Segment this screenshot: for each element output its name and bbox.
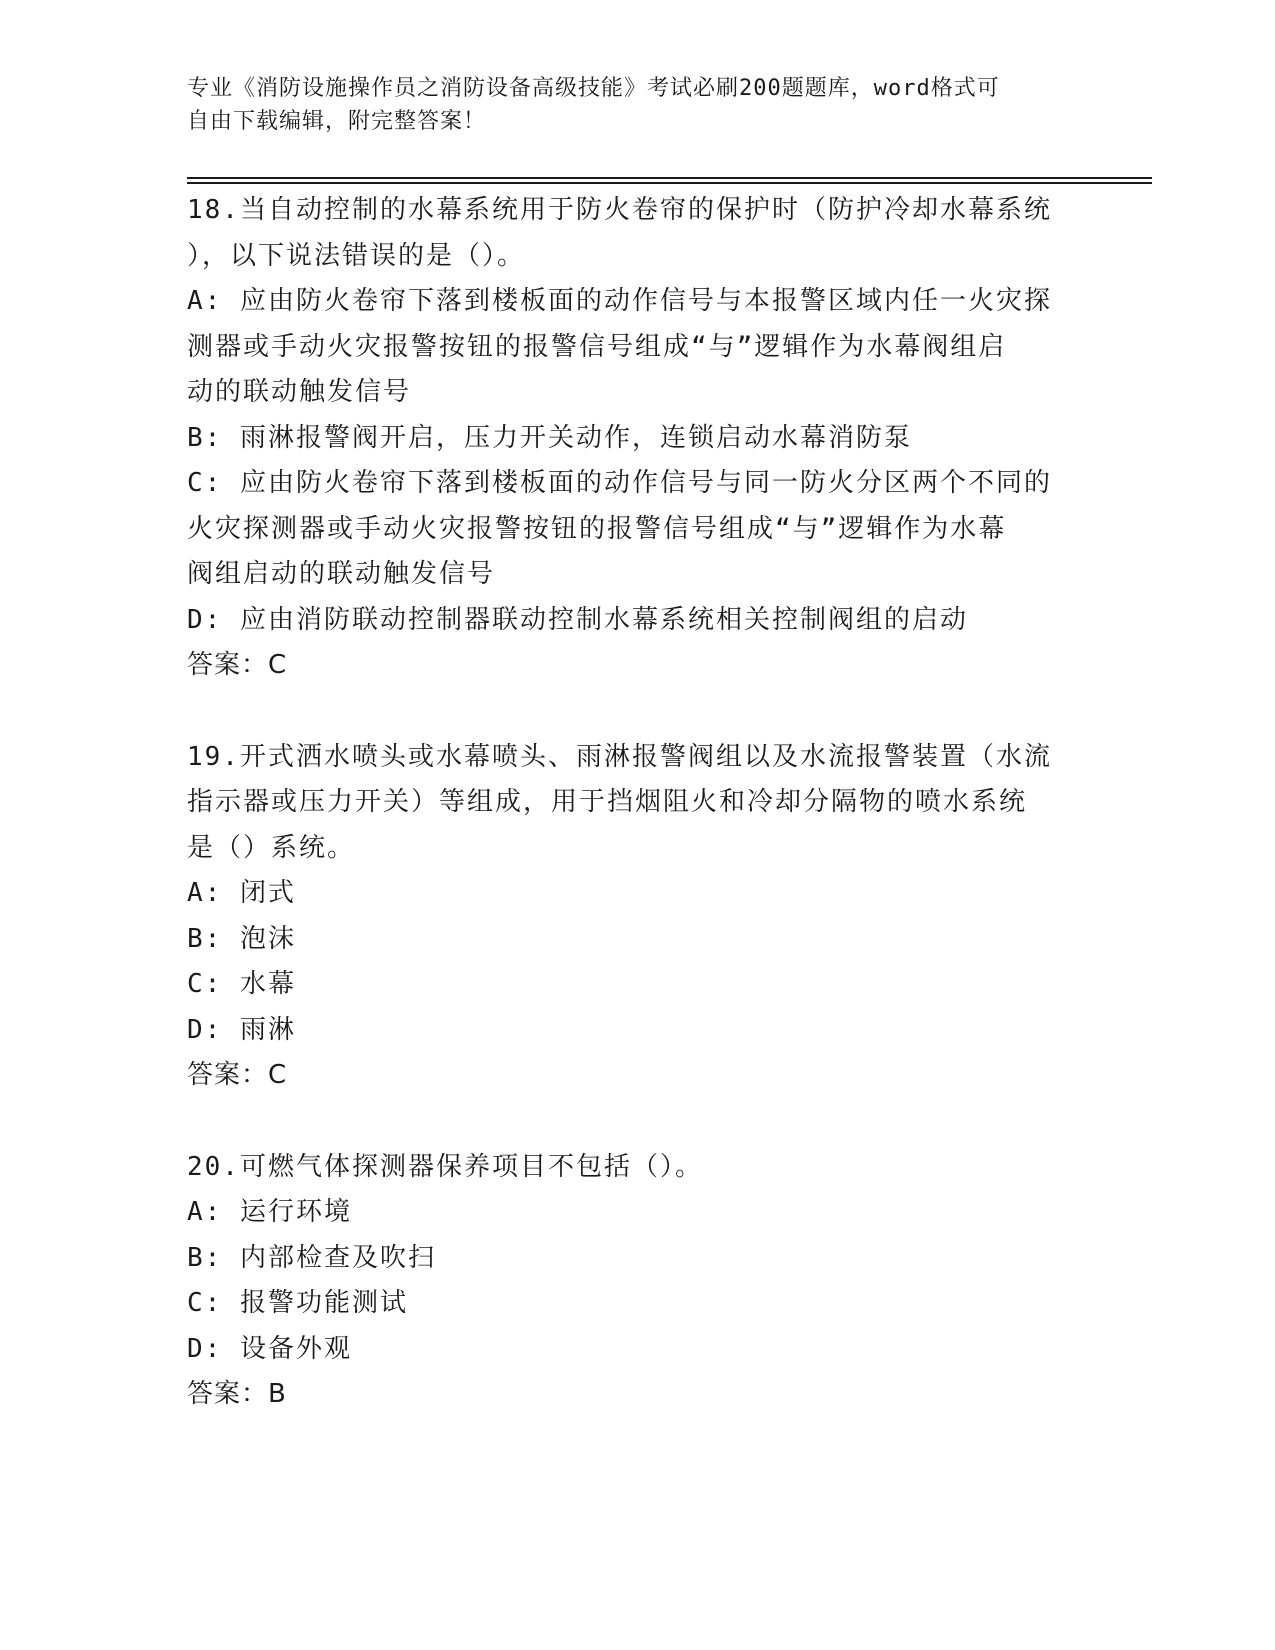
question-stem-line: 18.当自动控制的水幕系统用于防火卷帘的保护时（防护冷却水幕系统	[187, 195, 1052, 225]
question-list	[187, 188, 1087, 1464]
option-line: D: 设备外观	[187, 1333, 352, 1364]
answer-line: 答案：C	[187, 1060, 288, 1090]
option-line: B: 雨淋报警阀开启，压力开关动作，连锁启动水幕消防泵	[187, 422, 912, 453]
option-line: A: 运行环境	[187, 1197, 352, 1227]
option-line: A: 应由防火卷帘下落到楼板面的动作信号与本报警区域内任一火灾探	[187, 286, 1052, 316]
question-stem-line: 指示器或压力开关）等组成，用于挡烟阻火和冷却分隔物的喷水系统	[187, 787, 1028, 817]
header-divider-top	[187, 177, 1152, 179]
option-line: D: 雨淋	[187, 1014, 296, 1045]
option-line: C: 应由防火卷帘下落到楼板面的动作信号与同一防火分区两个不同的	[187, 468, 1052, 498]
document-header	[187, 72, 1067, 138]
question-block	[187, 735, 1087, 1099]
option-line: C: 报警功能测试	[187, 1288, 408, 1318]
option-line: C: 水幕	[187, 969, 296, 999]
header-line-1: 专业《消防设施操作员之消防设备高级技能》考试必刷200题题库，word格式可	[187, 76, 1000, 101]
option-line: D: 应由消防联动控制器联动控制水幕系统相关控制阀组的启动	[187, 604, 968, 635]
answer-line: 答案：C	[187, 650, 288, 680]
option-line: B: 泡沫	[187, 923, 296, 954]
option-line: 火灾探测器或手动火灾报警按钮的报警信号组成“与”逻辑作为水幕	[187, 513, 1007, 544]
question-stem-line: 19.开式洒水喷头或水幕喷头、雨淋报警阀组以及水流报警装置（水流	[187, 741, 1052, 772]
header-line-2: 自由下载编辑，附完整答案！	[187, 109, 487, 134]
option-line: A: 闭式	[187, 878, 296, 908]
question-block	[187, 188, 1087, 689]
answer-line: 答案：B	[187, 1379, 287, 1409]
header-divider-bottom	[187, 182, 1152, 184]
question-stem-line: 是（）系统。	[187, 832, 356, 863]
question-stem-line: 20.可燃气体探测器保养项目不包括（）。	[187, 1151, 703, 1182]
option-line: 阀组启动的联动触发信号	[187, 559, 496, 589]
option-line: B: 内部检查及吹扫	[187, 1242, 436, 1273]
question-stem-line: ），以下说法错误的是（）。	[187, 240, 526, 271]
option-line: 测器或手动火灾报警按钮的报警信号组成“与”逻辑作为水幕阀组启	[187, 331, 1007, 362]
question-block	[187, 1145, 1087, 1418]
option-line: 动的联动触发信号	[187, 377, 412, 407]
